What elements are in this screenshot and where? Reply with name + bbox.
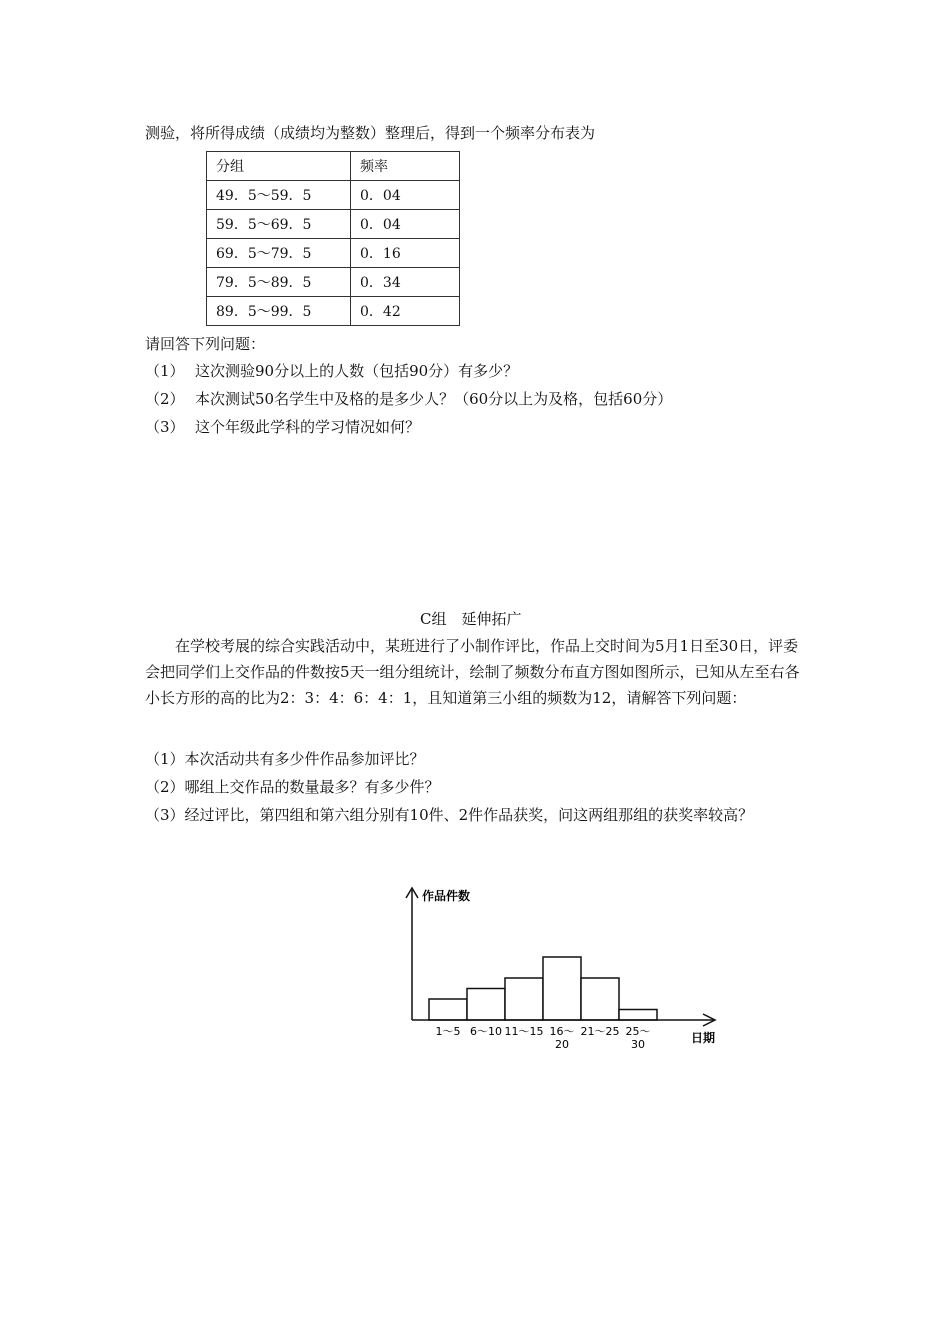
section-title: C组 延伸拓广 [420, 610, 522, 628]
x-tick-label [581, 1025, 620, 1038]
table-header-row [207, 152, 460, 181]
question-item: （1）本次活动共有多少件作品参加评比？ [145, 750, 425, 768]
x-tick-label [470, 1025, 502, 1038]
table-row [207, 297, 460, 326]
question-item: （2）哪组上交作品的数量最多？有多少件？ [145, 778, 440, 796]
question-item [145, 389, 672, 409]
table-cell-group: 89．5～99．5 [207, 297, 351, 326]
table-cell-group: 69．5～79．5 [207, 239, 351, 268]
x-tick-label-line: 21～25 [580, 1025, 620, 1038]
question-text: 本次测试50名学生中及格的是多少人？（60分以上为及格，包括60分） [195, 390, 673, 408]
histogram-bar [543, 957, 581, 1020]
question-item [145, 417, 420, 437]
x-tick-label [626, 1025, 651, 1051]
table-row [207, 210, 460, 239]
table-cell-frequency: 0．16 [351, 239, 460, 268]
problem-paragraph: 在学校考展的综合实践活动中，某班进行了小制作评比，作品上交时间为5月1日至30日，评委会把同学们上交作品的件数按5天一组分组统计，绘制了频数分布直方图如图所示，已知从左至右各小长方形的高的比为2：3：4：6：4：1，且知道第三小组的频数为12，请解答下列问题： [145, 637, 800, 707]
question-number: （2） [145, 390, 185, 408]
x-tick-label-line: 1～5 [435, 1025, 461, 1038]
histogram-bar [505, 978, 543, 1020]
question-number: （1） [145, 362, 185, 380]
histogram-bar [619, 1010, 657, 1021]
table-header-frequency: 频率 [351, 152, 460, 181]
histogram-bar [429, 999, 467, 1020]
table-cell-group: 79．5～89．5 [207, 268, 351, 297]
frequency-table [206, 151, 460, 326]
histogram-chart [395, 880, 735, 1060]
x-tick-label [436, 1025, 461, 1038]
table-cell-group: 49．5～59．5 [207, 181, 351, 210]
x-tick-label-line: 6～10 [470, 1025, 502, 1038]
question-item: （3）经过评比，第四组和第六组分别有10件、2件作品获奖，问这两组那组的获奖率较高？ [145, 806, 754, 824]
histogram-bar [467, 989, 505, 1021]
x-tick-label [550, 1025, 575, 1051]
x-tick-label-line: 25～ [625, 1025, 651, 1038]
question-number: （3） [145, 418, 185, 436]
table-cell-frequency: 0．04 [351, 181, 460, 210]
x-tick-label-line: 30 [631, 1038, 645, 1051]
table-header-group: 分组 [207, 152, 351, 181]
question-text: 这个年级此学科的学习情况如何？ [195, 418, 421, 436]
intro-line: 测验，将所得成绩（成绩均为整数）整理后，得到一个频率分布表为 [145, 124, 596, 142]
table-cell-frequency: 0．04 [351, 210, 460, 239]
x-tick-label-line: 16～ [549, 1025, 575, 1038]
prompt-line: 请回答下列问题： [145, 335, 266, 353]
x-tick-label [505, 1025, 544, 1038]
x-tick-label-line: 20 [555, 1038, 569, 1051]
table-cell-frequency: 0．42 [351, 297, 460, 326]
table-row [207, 268, 460, 297]
table-row [207, 181, 460, 210]
histogram-bar [581, 978, 619, 1020]
table-cell-frequency: 0．34 [351, 268, 460, 297]
question-text: 这次测验90分以上的人数（包括90分）有多少？ [195, 362, 519, 380]
table-cell-group: 59．5～69．5 [207, 210, 351, 239]
question-item [145, 361, 518, 381]
table-row [207, 239, 460, 268]
x-axis-label: 日期 [691, 1031, 716, 1045]
y-axis-label: 作品件数 [422, 889, 471, 903]
x-tick-label-line: 11～15 [504, 1025, 544, 1038]
